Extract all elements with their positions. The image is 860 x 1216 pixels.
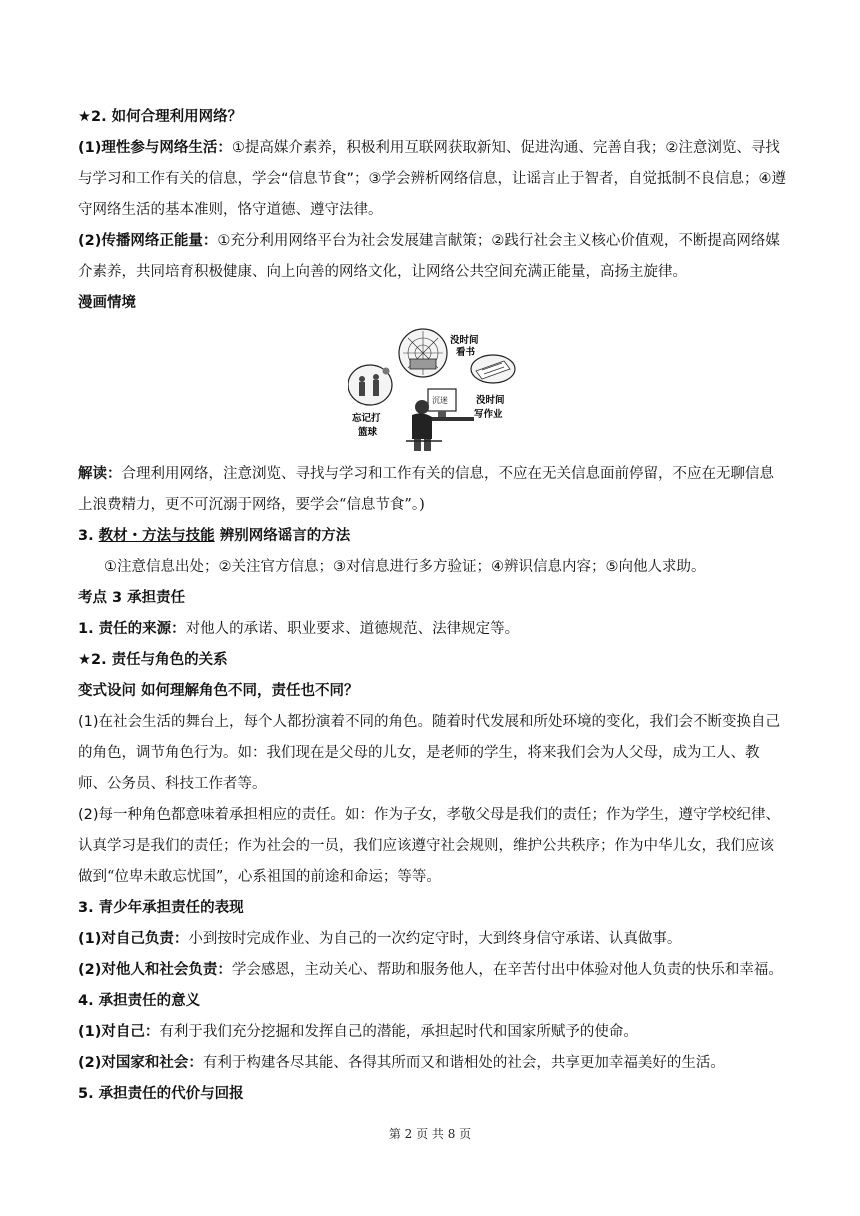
- teen-point-1: [78, 924, 788, 955]
- net-point-2: [78, 226, 788, 288]
- meaning-point-2: [78, 1048, 788, 1079]
- comic-reading: [78, 459, 788, 521]
- rumor-title: 辨别网络谣言的方法: [214, 528, 351, 544]
- rumor-number: 3.: [78, 528, 99, 544]
- role-point-2: [78, 800, 788, 893]
- meaning-point-1-text: 有利于我们充分挖掘和发挥自己的潜能，承担起时代和国家所赋予的使命。: [159, 1024, 638, 1040]
- textbook-method-link[interactable]: 教材・方法与技能: [98, 528, 215, 544]
- boy-head-icon: [415, 400, 429, 414]
- section-heading-rumor: [78, 521, 788, 552]
- responsibility-source: [78, 614, 788, 645]
- role-heading: ★2. 责任与角色的关系: [78, 652, 228, 668]
- comic-illustration: [348, 323, 518, 453]
- bubble-right-line1: 没时间: [476, 395, 505, 406]
- bubble-left-line2: 篮球: [358, 427, 378, 438]
- role-point-1-main: (1)在社会生活的舞台上，每个人都扮演着不同的角色。随着时代发展和所处环境的变化，我们会不断变换自己的角色，调节角色行为。: [78, 714, 781, 761]
- comic-reading-text: 合理利用网络，注意浏览、寻找与学习和工作有关的信息，不应在无关信息面前停留，不应在无聊信息上浪费精力，更不可沉溺于网络，要学会“信息节食”。): [78, 466, 774, 513]
- meaning-point-1-label: (1)对自己：: [78, 1024, 160, 1040]
- net-point-1: [78, 133, 788, 226]
- responsibility-source-text: 对他人的承诺、职业要求、道德规范、法律规定等。: [185, 621, 520, 637]
- bubble-left-line1: 忘记打: [352, 413, 381, 424]
- teen-heading: 3. 青少年承担责任的表现: [78, 900, 244, 916]
- responsibility-source-label: 1. 责任的来源：: [78, 621, 186, 637]
- bubble-top-line2: 看书: [456, 347, 476, 358]
- teen-point-2-text: 学会感恩，主动关心、帮助和服务他人，在辛苦付出中体验对他人负责的快乐和幸福。: [231, 962, 783, 978]
- role-point-2-example: 如：作为子女，孝敬父母是我们的责任；作为学生，遵守学校纪律、认真学习是我们的责任；作为社会的一员，我们应该遵守社会规则，维护公共秩序；作为中华儿女，我们应该做到“位卑未敢忘忧国”，心系祖国的前途和命运；等等。: [78, 807, 781, 885]
- document-page: [78, 102, 788, 1110]
- net-point-1-label: (1)理性参与网络生活：: [78, 140, 232, 156]
- net-point-2-label: (2)传播网络正能量：: [78, 233, 218, 249]
- meaning-point-1: [78, 1017, 788, 1048]
- net-point-1-text: ①提高媒介素养，积极利用互联网获取新知、促进沟通、完善自我；②注意浏览、寻找与学习和工作有关的信息，学会“信息节食”；③学会辨析网络信息，让谣言止于智者，自觉抵制不良信息；④遵守网络生活的基本准则，恪守道德、遵守法律。: [78, 140, 787, 218]
- exam-point-3-heading: 考点 3 承担责任: [78, 590, 186, 606]
- section-heading-net: ★2. 如何合理利用网络？: [78, 109, 243, 125]
- meaning-point-2-text: 有利于构建各尽其能、各得其所而又和谐相处的社会，共享更加幸福美好的生活。: [202, 1055, 725, 1071]
- role-point-2-main: (2)每一种角色都意味着承担相应的责任。: [78, 807, 346, 823]
- comic-reading-label: 解读：: [78, 466, 122, 482]
- monitor-text: 沉迷: [432, 396, 448, 405]
- meaning-point-2-label: (2)对国家和社会：: [78, 1055, 203, 1071]
- teen-point-2: [78, 955, 788, 986]
- role-point-1-example: 如：我们现在是父母的儿女，是老师的学生，将来我们会为人父母，成为工人、教师、公务员、科技工作者等。: [78, 745, 760, 792]
- page-footer: 第 2 页 共 8 页: [388, 1127, 472, 1141]
- comic-heading: 漫画情境: [78, 295, 136, 311]
- cost-heading: 5. 承担责任的代价与回报: [78, 1086, 244, 1102]
- bubble-right-line2: 写作业: [474, 409, 503, 420]
- teen-point-1-text: 小到按时完成作业、为自己的一次约定守时，大到终身信守承诺、认真做事。: [188, 931, 682, 947]
- teen-point-2-label: (2)对他人和社会负责：: [78, 962, 232, 978]
- role-point-1: [78, 707, 788, 800]
- rumor-methods: ①注意信息出处；②关注官方信息；③对信息进行多方验证；④辨识信息内容；⑤向他人求助。: [104, 559, 706, 575]
- meaning-heading: 4. 承担责任的意义: [78, 993, 201, 1009]
- variant-question: 变式设问 如何理解角色不同，责任也不同？: [78, 683, 359, 699]
- bubble-top-line1: 没时间: [450, 335, 479, 346]
- teen-point-1-label: (1)对自己负责：: [78, 931, 189, 947]
- net-point-2-text: ①充分利用网络平台为社会发展建言献策；②践行社会主义核心价值观，不断提高网络媒介素养，共同培育积极健康、向上向善的网络文化，让网络公共空间充满正能量，高扬主旋律。: [78, 233, 780, 280]
